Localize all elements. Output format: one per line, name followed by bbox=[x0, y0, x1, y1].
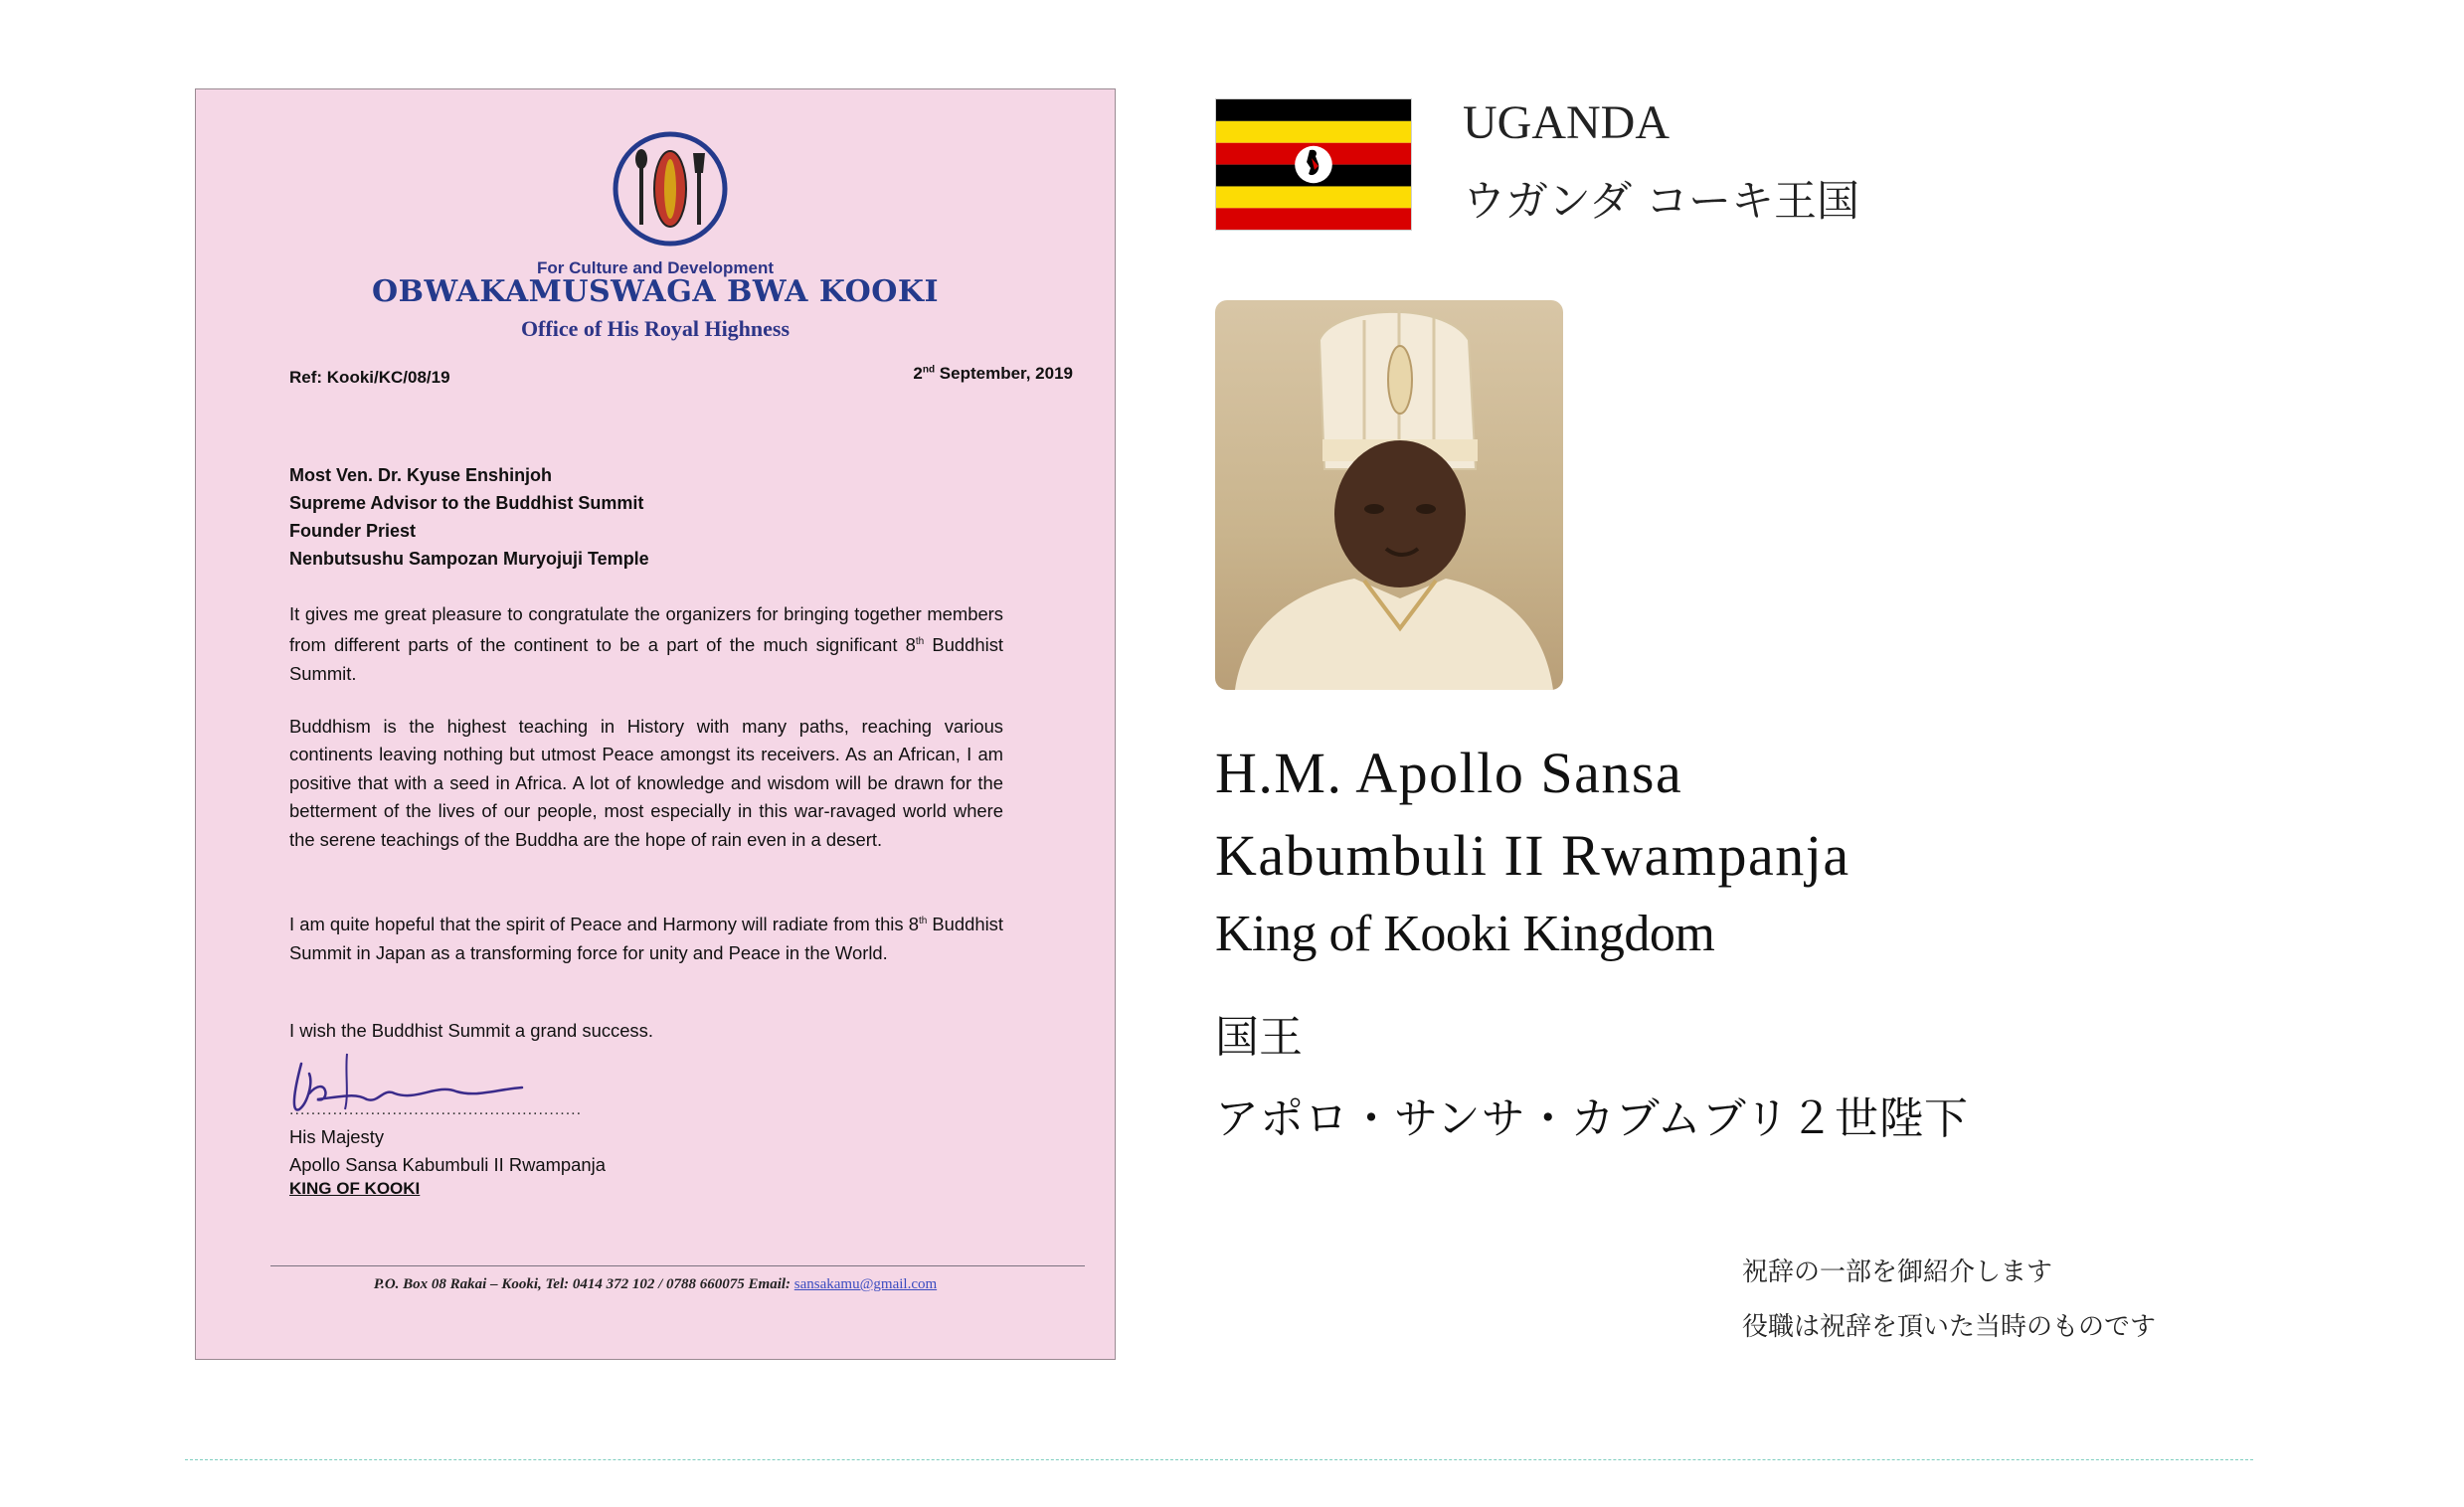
letter-paragraph-3: I am quite hopeful that the spirit of Peace and Harmony will radiate from this 8th Buddhist Summit in Japan as a transforming force for unity and Peace in the World. bbox=[289, 914, 1003, 963]
footer-divider bbox=[270, 1265, 1085, 1266]
letter-paragraph-1: It gives me great pleasure to congratulate the organizers for bringing together members from different parts of the continent to be a part of the much significant 8th Buddhist Summit. bbox=[289, 603, 1003, 684]
person-title-english: King of Kooki Kingdom bbox=[1215, 906, 1715, 962]
king-portrait-photo bbox=[1215, 300, 1563, 690]
footer-email-link[interactable]: sansakamu@gmail.com bbox=[793, 1276, 938, 1292]
person-title-japanese: 国王 bbox=[1215, 1012, 1303, 1063]
uganda-flag-icon bbox=[1215, 98, 1412, 231]
address-line: Most Ven. Dr. Kyuse Enshinjoh bbox=[289, 465, 553, 485]
portrait-illustration bbox=[1215, 300, 1563, 690]
person-name-line-1: H.M. Apollo Sansa bbox=[1215, 741, 1683, 805]
kooki-crest-logo bbox=[612, 129, 729, 249]
country-name-english: UGANDA bbox=[1463, 96, 1670, 149]
letterhead-office: Office of His Royal Highness bbox=[520, 316, 791, 341]
person-name-japanese: アポロ・サンサ・カブムブリ２世陛下 bbox=[1215, 1093, 1969, 1144]
letter-date: 2nd September, 2019 bbox=[913, 364, 1073, 383]
signatory-name: Apollo Sansa Kabumbuli II Rwampanja bbox=[289, 1154, 606, 1175]
letter-paragraph-2: Buddhism is the highest teaching in History with many paths, reaching various continents leaving nothing but utmost Peace amongst its receivers. As an African, I am positive that with a seed in Africa. A lot of knowledge and wisdom will be drawn for the betterment of the lives of our people, most especially in this war-ravaged world where the serene teachings of the Buddha are the hope of rain even in a desert. bbox=[289, 716, 1003, 850]
letter-closing-wish: I wish the Buddhist Summit a grand success. bbox=[289, 1020, 653, 1041]
country-name-japanese: ウガンダ コーキ王国 bbox=[1463, 177, 1859, 227]
person-name-line-2: Kabumbuli II Rwampanja bbox=[1215, 823, 1850, 888]
address-line: Nenbutsushu Sampozan Muryojuji Temple bbox=[289, 549, 649, 569]
address-line: Founder Priest bbox=[289, 521, 417, 541]
letter-reference: Ref: Kooki/KC/08/19 bbox=[289, 368, 450, 387]
letter-footer: P.O. Box 08 Rakai – Kooki, Tel: 0414 372 102 / 0788 660075 Email: sansakamu@gmail.com bbox=[373, 1276, 938, 1292]
letterhead-organization: OBWAKAMUSWAGA BWA KOOKI bbox=[371, 274, 940, 309]
signatory-title: His Majesty bbox=[289, 1126, 385, 1147]
congratulatory-letter bbox=[195, 88, 1116, 1360]
signature-line: ...................................................... bbox=[289, 1101, 583, 1118]
note-excerpt: 祝辞の一部を御紹介します bbox=[1742, 1257, 2053, 1287]
letter-recipient-address bbox=[289, 461, 649, 573]
address-line: Supreme Advisor to the Buddhist Summit bbox=[289, 493, 644, 513]
section-divider bbox=[185, 1459, 2253, 1460]
letterhead-tagline: For Culture and Development bbox=[536, 258, 775, 277]
note-position-disclaimer: 役職は祝辞を頂いた当時のものです bbox=[1742, 1312, 2157, 1342]
signatory-position: KING OF KOOKI bbox=[289, 1179, 421, 1198]
signatory-block bbox=[289, 1123, 606, 1179]
